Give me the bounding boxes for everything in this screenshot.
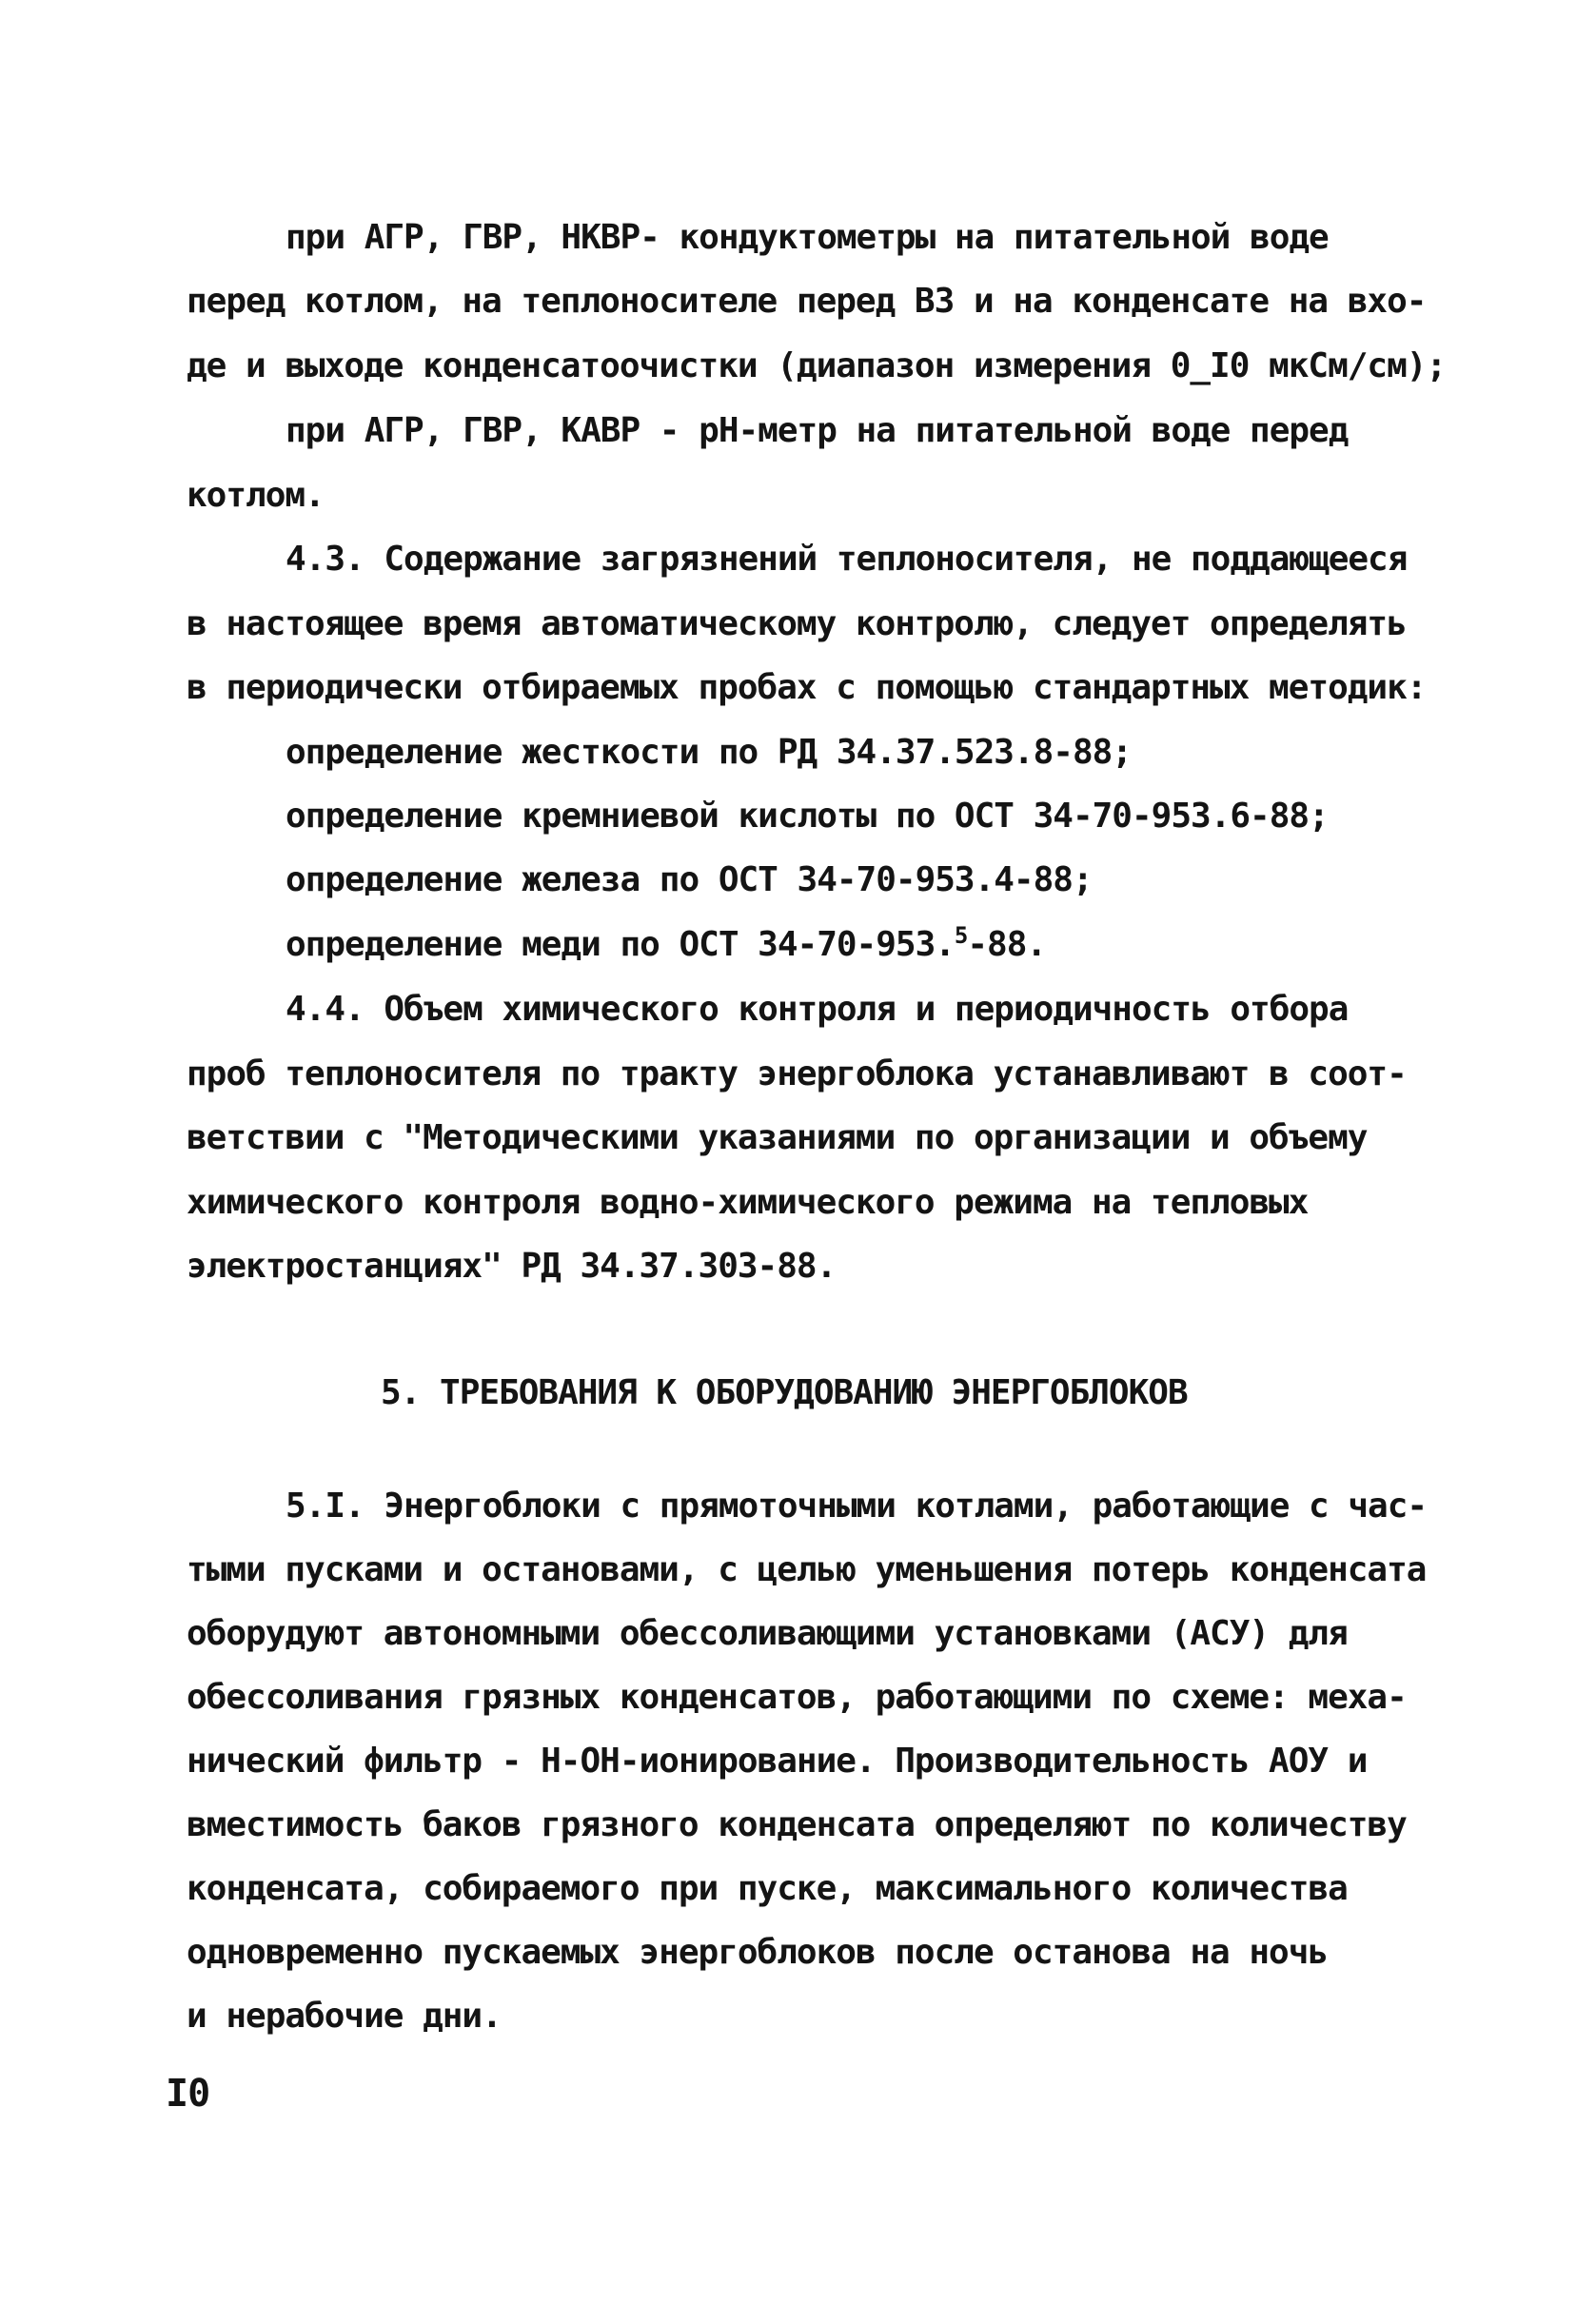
kip-line-2: перед котлом, на теплоносителе перед ВЗ и на конденсате на вхо-	[187, 282, 1427, 321]
paragraph-5-1-line-1: 5.I. Энергоблоки с прямоточными котлами, работающие с час-	[286, 1487, 1428, 1526]
kip-line-4: при АГР, ГВР, КАВР - рН-метр на питательной воде перед	[286, 411, 1349, 450]
paragraph-5-1-line-5: нический фильтр - Н-ОН-ионирование. Производительность АОУ и	[187, 1742, 1368, 1781]
method-copper	[286, 922, 1047, 964]
paragraph-4-3-line-1: 4.3. Содержание загрязнений теплоносителя, не поддающееся	[286, 540, 1408, 579]
paragraph-4-4-line-3: ветствии с "Методическими указаниями по организации и объему	[187, 1118, 1368, 1157]
method-silicic-acid: определение кремниевой кислоты по ОСТ 34-70-953.6-88;	[286, 797, 1329, 836]
method-iron: определение железа по ОСТ 34-70-953.4-88;	[286, 860, 1093, 899]
section-5-heading: 5. ТРЕБОВАНИЯ К ОБОРУДОВАНИЮ ЭНЕРГОБЛОКОВ	[381, 1373, 1188, 1412]
paragraph-4-4-line-1: 4.4. Объем химического контроля и периодичность отбора	[286, 990, 1349, 1029]
method-copper-superscript: 5	[954, 922, 968, 949]
method-copper-prefix: определение меди по ОСТ 34-70-953.	[286, 925, 955, 964]
paragraph-5-1-line-4: обессоливания грязных конденсатов, работающими по схеме: меха-	[187, 1678, 1407, 1717]
method-hardness: определение жесткости по РД 34.37.523.8-88;	[286, 733, 1132, 772]
kip-line-1: при АГР, ГВР, НКВР- кондуктометры на питательной воде	[286, 218, 1329, 257]
paragraph-5-1-line-9: и нерабочие дни.	[187, 1997, 502, 2036]
paragraph-4-4-line-5: электростанциях" РД 34.37.303-88.	[187, 1247, 837, 1286]
kip-line-3: де и выходе конденсатоочистки (диапазон измерения 0_I0 мкСм/см);	[187, 346, 1447, 385]
paragraph-4-4-line-2: проб теплоносителя по тракту энергоблока устанавливают в соот-	[187, 1054, 1407, 1093]
kip-line-5: котлом.	[187, 476, 325, 515]
paragraph-5-1-line-3: оборудуют автономными обессоливающими установками (АСУ) для	[187, 1614, 1348, 1653]
paragraph-5-1-line-6: вместимость баков грязного конденсата определяют по количеству	[187, 1805, 1407, 1844]
paragraph-5-1-line-7: конденсата, собираемого при пуске, максимального количества	[187, 1869, 1348, 1908]
method-copper-suffix: -88.	[967, 925, 1047, 964]
paragraph-4-3-line-2: в настоящее время автоматическому контролю, следует определять	[187, 604, 1407, 643]
paragraph-5-1-line-8: одновременно пускаемых энергоблоков после останова на ночь	[187, 1933, 1329, 1972]
page-number: I0	[166, 2072, 210, 2116]
paragraph-4-3-line-3: в периодически отбираемых пробах с помощью стандартных методик:	[187, 668, 1427, 707]
paragraph-5-1-line-2: тыми пусками и остановами, с целью уменьшения потерь конденсата	[187, 1550, 1427, 1589]
paragraph-4-4-line-4: химического контроля водно-химического режима на тепловых	[187, 1183, 1309, 1222]
